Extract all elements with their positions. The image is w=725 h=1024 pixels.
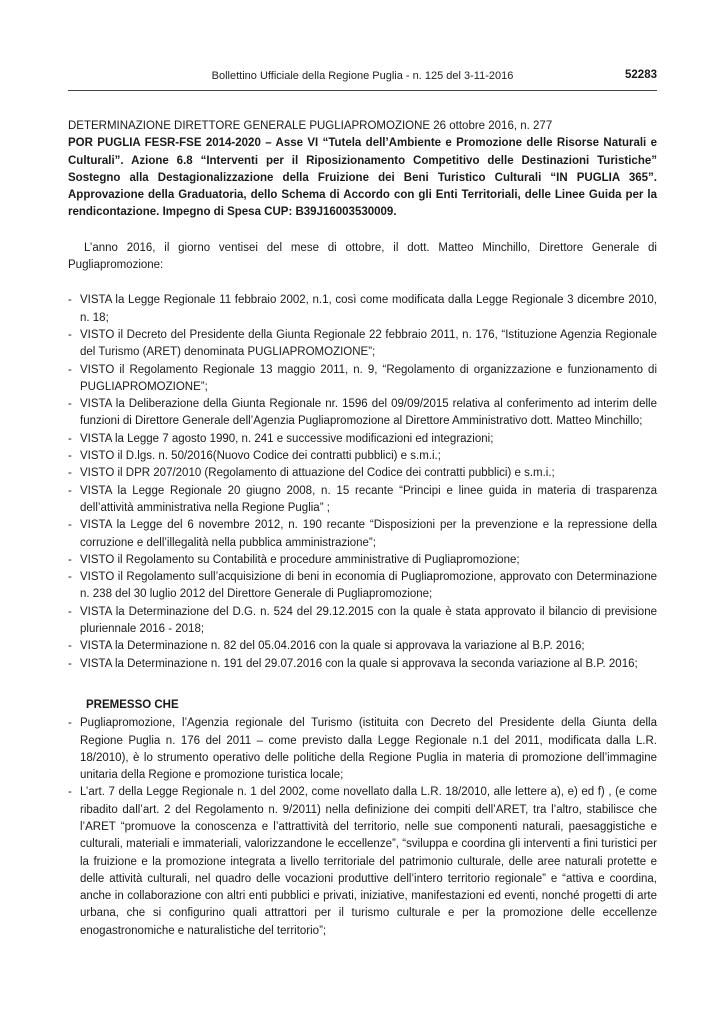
list-item bbox=[68, 784, 657, 940]
list-item-text: VISTO il Regolamento sull’acquisizione di beni in economia di Pugliapromozione, approvato con Determinazione n. 238 del 30 luglio 2012 del Direttore Generale di Pugliapromozione; bbox=[80, 571, 657, 601]
list-item-text: VISTA la Determinazione del D.G. n. 524 del 29.12.2015 con la quale è stata approvato il bilancio di previsione pluriennale 2016 - 2018; bbox=[80, 605, 657, 636]
list-item bbox=[68, 569, 657, 604]
list-marker: - bbox=[68, 398, 72, 411]
list-item-text: Pugliapromozione, l’Agenzia regionale del Turismo (istituita con Decreto del Presidente della Giunta della Regione Puglia n. 176 del 2011 – come previsto dalla Legge Regionale n.1 del 2011, modificata dalla L.R. 18/2010), è lo strumento operativo delle politiche della Regione Puglia in materia di promozione dell’immagine unitaria della Regione e promozione turistica locale; bbox=[80, 717, 657, 782]
list-item bbox=[68, 327, 657, 362]
list-marker: - bbox=[68, 657, 72, 670]
list-item-text: VISTO il DPR 207/2010 (Regolamento di attuazione del Codice dei contratti pubblici) e s.m.i.; bbox=[80, 467, 555, 480]
list-marker: - bbox=[68, 484, 72, 497]
page-number: 52283 bbox=[625, 69, 657, 81]
list-item bbox=[68, 396, 657, 431]
bulletin-title: Bollettino Ufficiale della Regione Puglia - n. 125 del 3-11-2016 bbox=[211, 70, 514, 82]
determination-heading: DETERMINAZIONE DIRETTORE GENERALE PUGLIAPROMOZIONE 26 ottobre 2016, n. 277 bbox=[68, 120, 553, 132]
list-marker: - bbox=[68, 519, 72, 532]
list-item bbox=[68, 448, 657, 465]
list-marker: - bbox=[68, 605, 72, 618]
list-item bbox=[68, 362, 657, 397]
list-item-text: VISTA la Legge del 6 novembre 2012, n. 190 recante “Disposizioni per la prevenzione e la repressione della corruzione e dell’illegalità nella pubblica amministrazione”; bbox=[80, 519, 657, 549]
list-item-text: VISTO il Regolamento Regionale 13 maggio 2011, n. 9, “Regolamento di organizzazione e funzionamento di PUGLIAPROMOZIONE”; bbox=[80, 363, 657, 393]
list-item bbox=[68, 604, 657, 639]
list-item bbox=[68, 552, 657, 569]
list-item-text: VISTA la Legge Regionale 11 febbraio 2002, n.1, così come modificata dalla Legge Regionale 3 dicembre 2010, n. 18; bbox=[80, 294, 657, 324]
list-item bbox=[68, 483, 657, 518]
list-marker: - bbox=[68, 450, 72, 463]
list-marker: - bbox=[68, 467, 72, 480]
list-item bbox=[68, 638, 657, 655]
document-body bbox=[68, 118, 657, 940]
list-marker: - bbox=[68, 640, 72, 653]
list-item-text: VISTO il Regolamento su Contabilità e procedure amministrative di Pugliapromozione; bbox=[80, 553, 520, 566]
list-item bbox=[68, 517, 657, 552]
list-marker: - bbox=[68, 432, 72, 445]
premesso-heading: PREMESSO CHE bbox=[86, 698, 179, 711]
list-marker: - bbox=[68, 717, 72, 730]
list-item bbox=[68, 656, 657, 673]
premesso-list bbox=[68, 715, 657, 940]
determination-title bbox=[68, 118, 657, 222]
list-item bbox=[68, 292, 657, 327]
list-marker: - bbox=[68, 571, 72, 584]
list-item-text: VISTO il D.lgs. n. 50/2016(Nuovo Codice dei contratti pubblici) e s.m.i.; bbox=[80, 450, 441, 463]
page-header bbox=[68, 68, 657, 91]
list-item-text: VISTA la Deliberazione della Giunta Regionale nr. 1596 del 09/09/2015 relativa al conferimento ad interim delle funzioni di Direttore Generale dell’Agenzia Pugliapromozione al Direttore Amministrativo dott. Matteo Minchillo; bbox=[80, 398, 657, 428]
list-marker: - bbox=[68, 294, 72, 307]
list-item-text: VISTA la Legge Regionale 20 giugno 2008, n. 15 recante “Principi e linee guida in materia di trasparenza dell’attività amministrativa nella Regione Puglia” ; bbox=[80, 484, 657, 514]
list-marker: - bbox=[68, 328, 72, 341]
list-item-text: VISTA la Determinazione n. 82 del 05.04.2016 con la quale si approvava la variazione al B.P. 2016; bbox=[80, 640, 585, 653]
list-marker: - bbox=[68, 553, 72, 566]
list-item bbox=[68, 431, 657, 448]
list-marker: - bbox=[68, 363, 72, 376]
list-marker: - bbox=[68, 786, 72, 799]
list-item bbox=[68, 465, 657, 482]
list-item-text: VISTA la Legge 7 agosto 1990, n. 241 e successive modificazioni ed integrazioni; bbox=[80, 432, 494, 445]
list-item-text: VISTA la Determinazione n. 191 del 29.07.2016 con la quale si approvava la seconda variazione al B.P. 2016; bbox=[80, 657, 638, 670]
list-item bbox=[68, 715, 657, 784]
intro-paragraph: L’anno 2016, il giorno ventisei del mese di ottobre, il dott. Matteo Minchillo, Direttore Generale di Pugliapromozione: bbox=[68, 241, 657, 272]
determination-subject: POR PUGLIA FESR-FSE 2014-2020 – Asse VI “Tutela dell’Ambiente e Promozione delle Risorse Naturali e Culturali”. Azione 6.8 “Interventi per il Riposizionamento Competitivo delle Destinazioni Turistiche” Sostegno alla Destagionalizzazione della Fruizione dei Beni Turistico Culturali “IN PUGLIA 365”. Approvazione della Graduatoria, dello Schema di Accordo con gli Enti Territoriali, delle Linee Guida per la rendicontazione. Impegno di Spesa CUP: B39J16003530009. bbox=[68, 137, 657, 219]
vista-list bbox=[68, 292, 657, 673]
list-item-text: VISTO il Decreto del Presidente della Giunta Regionale 22 febbraio 2011, n. 176, “Istituzione Agenzia Regionale del Turismo (ARET) denominata PUGLIAPROMOZIONE”; bbox=[80, 328, 657, 359]
list-item-text: L’art. 7 della Legge Regionale n. 1 del 2002, come novellato dalla L.R. 18/2010, alle lettere a), e) ed f) , (e come ribadito dall’art. 2 del Regolamento n. 9/2011) nella definizione dei compiti dell’ARET, tra l’altro, stabilisce che l’ARET “promuove la conoscenza e l’attrattività del territorio, nelle sue componenti naturali, paesaggistiche e culturali, materiali e immateriali, valorizzandone le eccellenze”, “sviluppa e coordina gli interventi a fini turistici per la fruizione e la promozione integrata a livello territoriale del patrimonio culturale, delle aree naturali protette e delle attività culturali, nel quadro delle vocazioni produttive dell’intero territorio regionale” e “attiva e coordina, anche in collaborazione con altri enti pubblici e privati, iniziative, manifestazioni ed eventi, nonché progetti di arte urbana, che si configurino quali attrattori per il turismo culturale e per la promozione delle eccellenze enogastronomiche e naturalistiche del territorio”; bbox=[80, 786, 657, 937]
